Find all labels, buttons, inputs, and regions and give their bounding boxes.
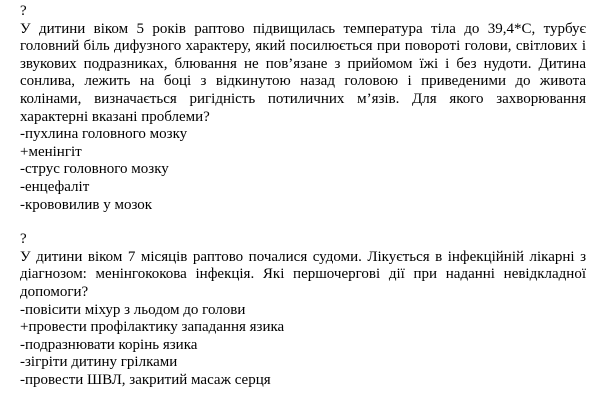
question-marker: ?	[20, 231, 27, 248]
document-page	[20, 0, 586, 389]
answer-option: -провести ШВЛ, закритий масаж серця	[20, 371, 271, 388]
answer-option: -подразнювати корінь язика	[20, 336, 198, 353]
answer-option: -пухлина головного мозку	[20, 126, 188, 143]
answer-option-correct: +провести профілактику западання язика	[20, 319, 285, 336]
answer-option: -повісити міхур з льодом до голови	[20, 301, 246, 318]
question-2	[20, 231, 586, 389]
answer-option: -енцефаліт	[20, 178, 90, 195]
answer-option: -струс головного мозку	[20, 161, 169, 178]
question-1	[20, 0, 586, 214]
question-text: У дитини віком 7 місяців раптово почалися судоми. Лікується в інфекційній лікарні з діагнозом: менінгококова інфекція. Які першочергові дії при наданні невідкладної допомоги?	[20, 248, 586, 300]
question-marker: ?	[20, 3, 27, 19]
answer-option-correct: +менінгіт	[20, 143, 82, 160]
answer-option: -зігріти дитину грілками	[20, 354, 178, 371]
question-text: У дитини віком 5 років раптово підвищилась температура тіла до 39,4*С, турбує головний біль дифузного характеру, який посилюється при повороті голови, світлових і звукових подразниках, блювання не пов’язане з прийомом їжі і без нудоти. Дитина сонлива, лежить на боці з відкинутою назад головою і приведеними до живота колінами, визначається ригідність потиличних м’язів. Для якого захворювання характерні вказані проблеми?	[20, 20, 586, 125]
answer-option: -крововилив у мозок	[20, 196, 153, 213]
question-separator	[20, 214, 586, 231]
